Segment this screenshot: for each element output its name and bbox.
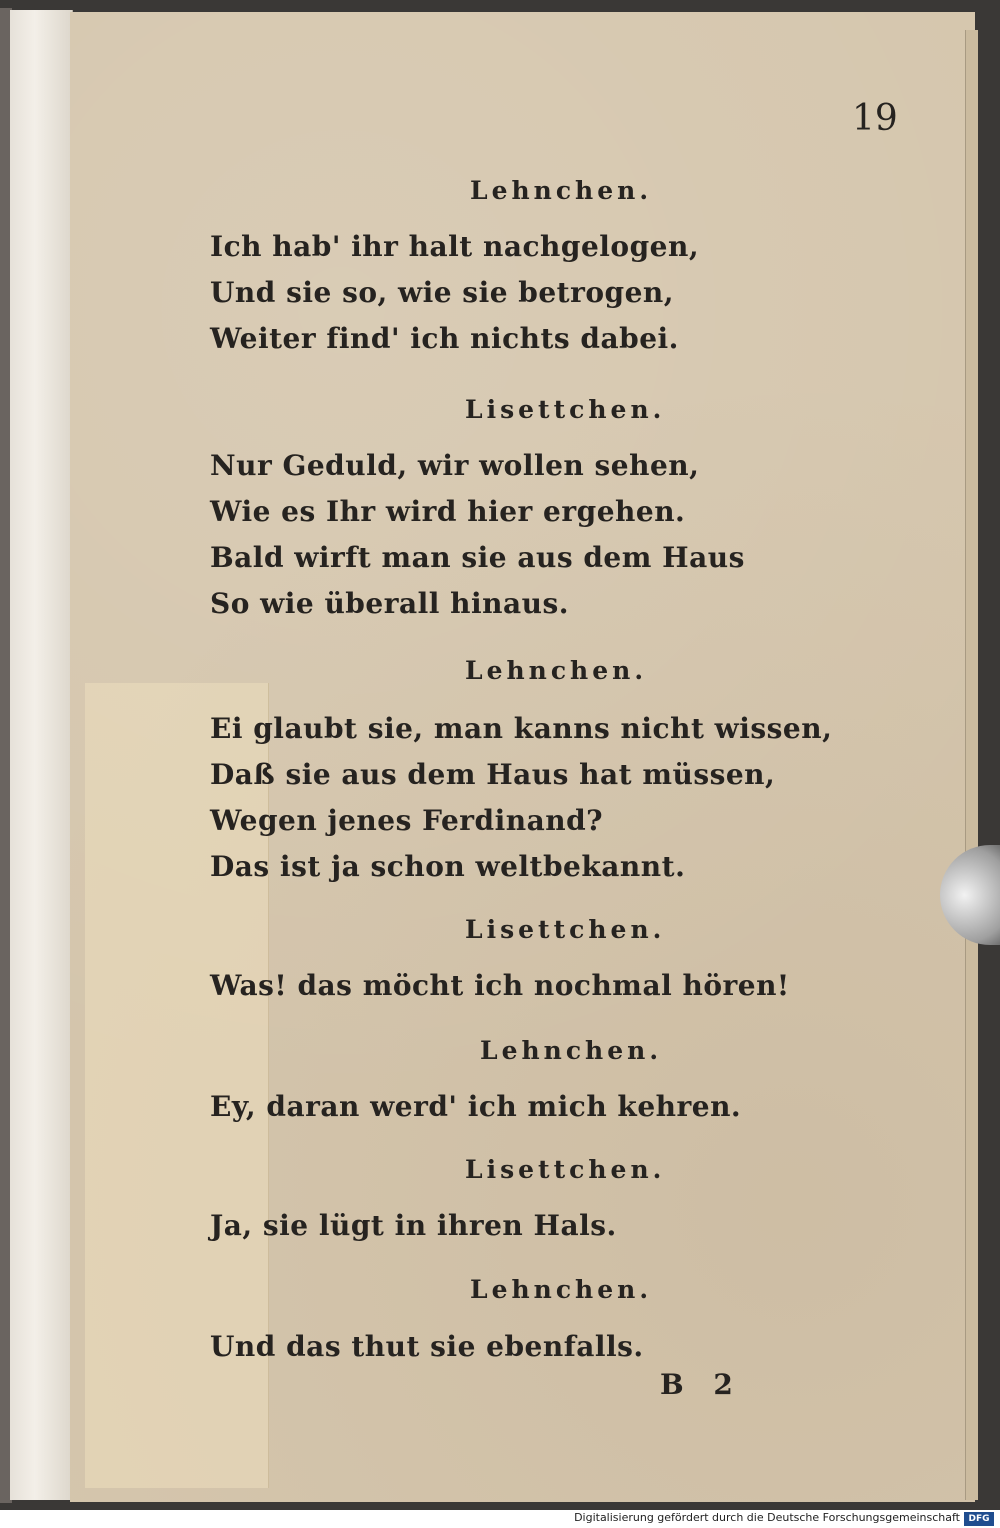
signature-mark: B 2 <box>660 1368 733 1401</box>
verse-line: Nur Geduld, wir wollen sehen, <box>210 449 700 482</box>
speaker-heading: Lisettchen. <box>465 1155 666 1184</box>
footer-credit: Digitalisierung gefördert durch die Deutsche Forschungsgemeinschaft <box>574 1511 960 1524</box>
verse-line: Was! das möcht ich nochmal hören! <box>210 969 790 1002</box>
verse-line: So wie überall hinaus. <box>210 587 569 620</box>
speaker-heading: Lisettchen. <box>465 395 666 424</box>
speaker-heading: Lehnchen. <box>470 1275 653 1304</box>
speaker-heading: Lehnchen. <box>465 656 648 685</box>
verse-line: Bald wirft man sie aus dem Haus <box>210 541 745 574</box>
verse-line: Und sie so, wie sie betrogen, <box>210 276 675 309</box>
speaker-heading: Lisettchen. <box>465 915 666 944</box>
verse-line: Und das thut sie ebenfalls. <box>210 1330 644 1363</box>
verse-line: Daß sie aus dem Haus hat müssen, <box>210 758 776 791</box>
verse-line: Ja, sie lügt in ihren Hals. <box>210 1209 617 1242</box>
verse-line: Ey, daran werd' ich mich kehren. <box>210 1090 742 1123</box>
verse-line: Ich hab' ihr halt nachgelogen, <box>210 230 700 263</box>
verse-line: Wie es Ihr wird hier ergehen. <box>210 495 686 528</box>
book-spine <box>10 10 73 1500</box>
speaker-heading: Lehnchen. <box>470 176 653 205</box>
verse-line: Ei glaubt sie, man kanns nicht wissen, <box>210 712 833 745</box>
verse-line: Das ist ja schon weltbekannt. <box>210 850 686 883</box>
page-number: 19 <box>852 98 898 139</box>
speaker-heading: Lehnchen. <box>480 1036 663 1065</box>
dfg-logo: DFG <box>964 1512 994 1526</box>
verse-line: Weiter find' ich nichts dabei. <box>210 322 679 355</box>
page-edge <box>965 30 978 1500</box>
verse-line: Wegen jenes Ferdinand? <box>210 804 604 837</box>
